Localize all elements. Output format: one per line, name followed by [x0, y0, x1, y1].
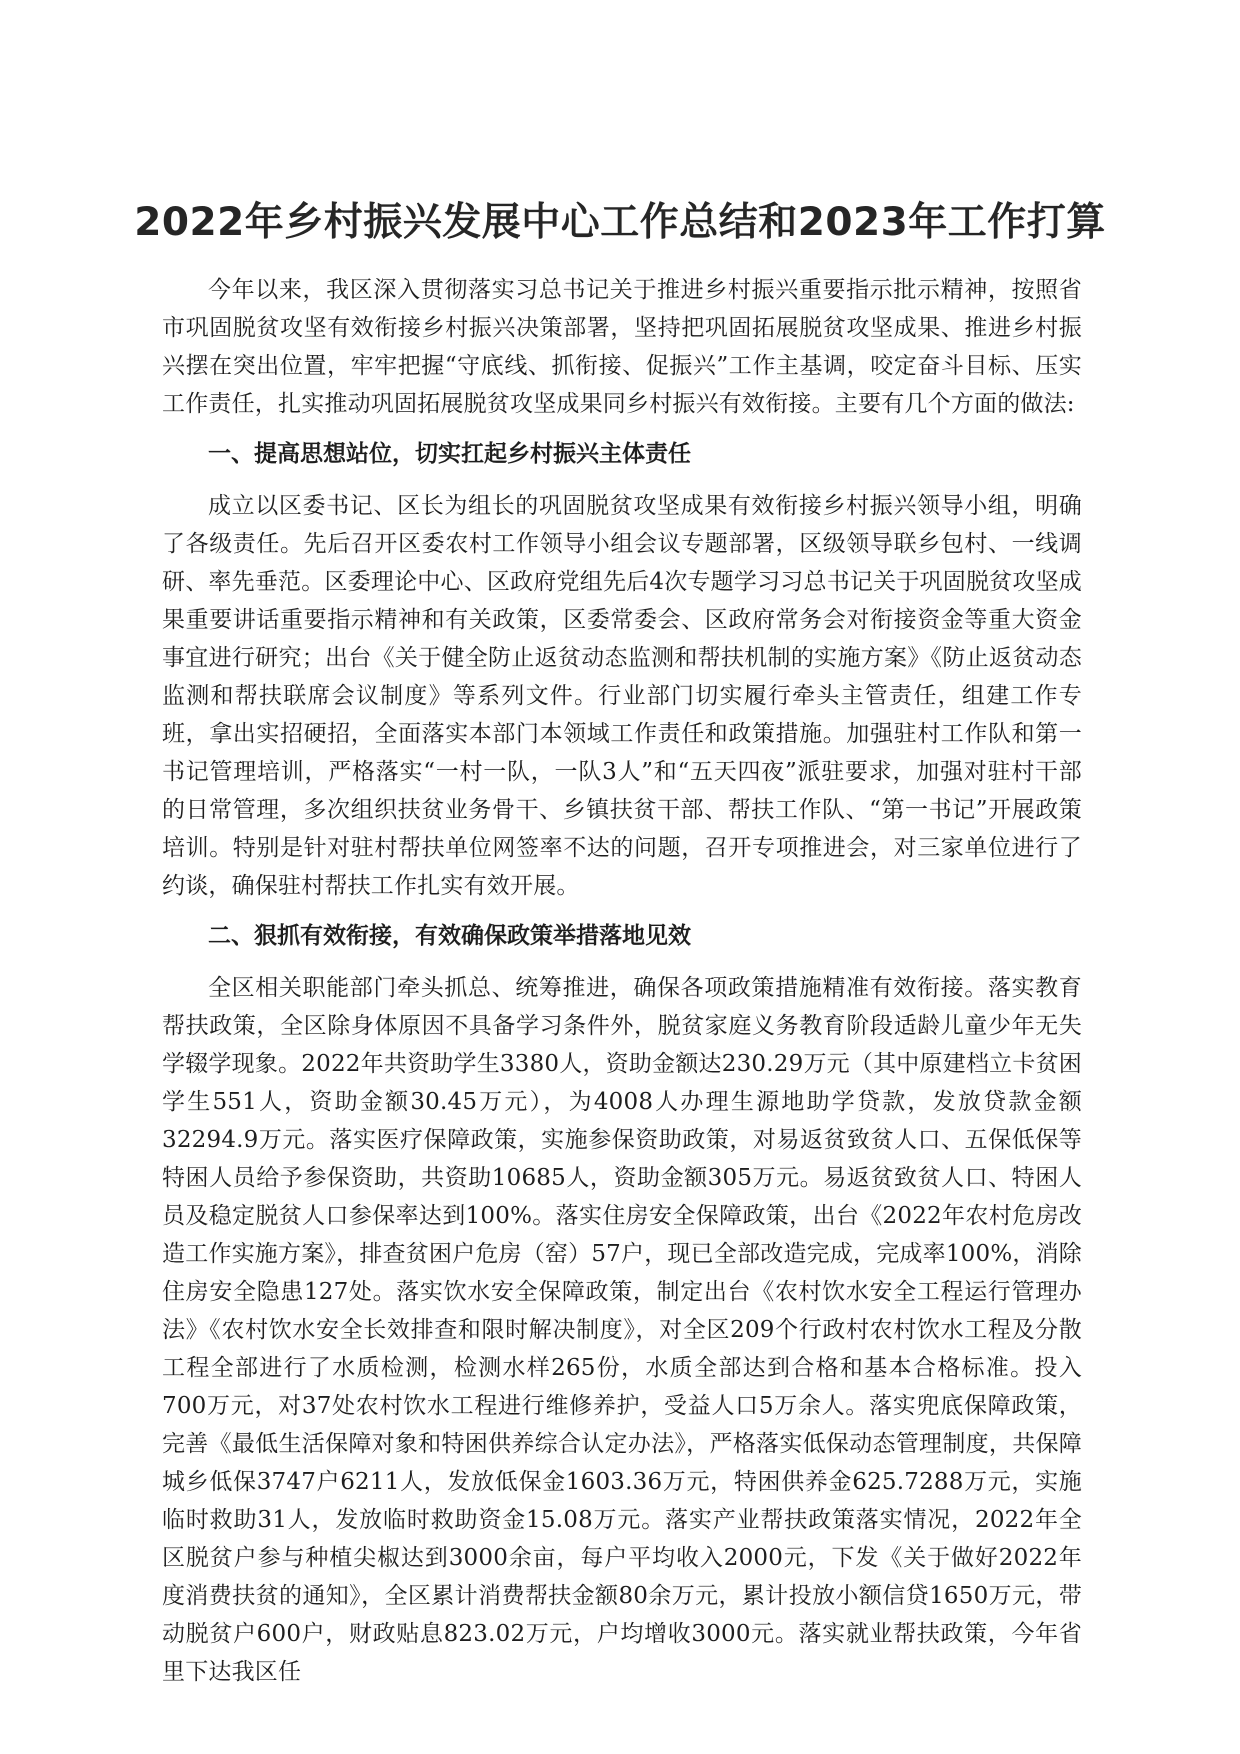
intro-paragraph: 今年以来，我区深入贯彻落实习总书记关于推进乡村振兴重要指示批示精神，按照省市巩固脱贫攻坚有效衔接乡村振兴决策部署，坚持把巩固拓展脱贫攻坚成果、推进乡村振兴摆在突出位置，牢牢把握“守底线、抓衔接、促振兴”工作主基调，咬定奋斗目标、压实工作责任，扎实推动巩固拓展脱贫攻坚成果同乡村振兴有效衔接。主要有几个方面的做法: — [162, 277, 1082, 417]
section-2-heading: 二、狠抓有效衔接，有效确保政策举措落地见效 — [208, 922, 691, 949]
document-title: 2022年乡村振兴发展中心工作总结和2023年工作打算 — [134, 200, 1106, 245]
document-body — [162, 271, 1082, 1691]
section-1-paragraph: 成立以区委书记、区长为组长的巩固脱贫攻坚成果有效衔接乡村振兴领导小组，明确了各级责任。先后召开区委农村工作领导小组会议专题部署，区级领导联乡包村、一线调研、率先垂范。区委理论中心、区政府党组先后4次专题学习习总书记关于巩固脱贫攻坚成果重要讲话重要指示精神和有关政策，区委常委会、区政府常务会对衔接资金等重大资金事宜进行研究；出台《关于健全防止返贫动态监测和帮扶机制的实施方案》《防止返贫动态监测和帮扶联席会议制度》等系列文件。行业部门切实履行牵头主管责任，组建工作专班，拿出实招硬招，全面落实本部门本领域工作责任和政策措施。加强驻村工作队和第一书记管理培训，严格落实“一村一队，一队3人”和“五天四夜”派驻要求，加强对驻村干部的日常管理，多次组织扶贫业务骨干、乡镇扶贫干部、帮扶工作队、“第一书记”开展政策培训。特别是针对驻村帮扶单位网签率不达的问题，召开专项推进会，对三家单位进行了约谈，确保驻村帮扶工作扎实有效开展。 — [162, 493, 1082, 899]
section-1-heading: 一、提高思想站位，切实扛起乡村振兴主体责任 — [208, 440, 691, 467]
section-2-paragraph: 全区相关职能部门牵头抓总、统筹推进，确保各项政策措施精准有效衔接。落实教育帮扶政策，全区除身体原因不具备学习条件外，脱贫家庭义务教育阶段适龄儿童少年无失学辍学现象。2022年共资助学生3380人，资助金额达230.29万元（其中原建档立卡贫困学生551人，资助金额30.45万元），为4008人办理生源地助学贷款，发放贷款金额32294.9万元。落实医疗保障政策，实施参保资助政策，对易返贫致贫人口、五保低保等特困人员给予参保资助，共资助10685人，资助金额305万元。易返贫致贫人口、特困人员及稳定脱贫人口参保率达到100%。落实住房安全保障政策，出台《2022年农村危房改造工作实施方案》，排查贫困户危房（窑）57户，现已全部改造完成，完成率100%，消除住房安全隐患127处。落实饮水安全保障政策，制定出台《农村饮水安全工程运行管理办法》《农村饮水安全长效排查和限时解决制度》，对全区209个行政村农村饮水工程及分散工程全部进行了水质检测，检测水样265份，水质全部达到合格和基本合格标准。投入700万元，对37处农村饮水工程进行维修养护，受益人口5万余人。落实兜底保障政策，完善《最低生活保障对象和特困供养综合认定办法》，严格落实低保动态管理制度，共保障城乡低保3747户6211人，发放低保金1603.36万元，特困供养金625.7288万元，实施临时救助31人，发放临时救助资金15.08万元。落实产业帮扶政策落实情况，2022年全区脱贫户参与种植尖椒达到3000余亩，每户平均收入2000元，下发《关于做好2022年度消费扶贫的通知》，全区累计消费帮扶金额80余万元，累计投放小额信贷1650万元，带动脱贫户600户，财政贴息823.02万元，户均增收3000元。落实就业帮扶政策，今年省里下达我区任 — [162, 975, 1082, 1685]
